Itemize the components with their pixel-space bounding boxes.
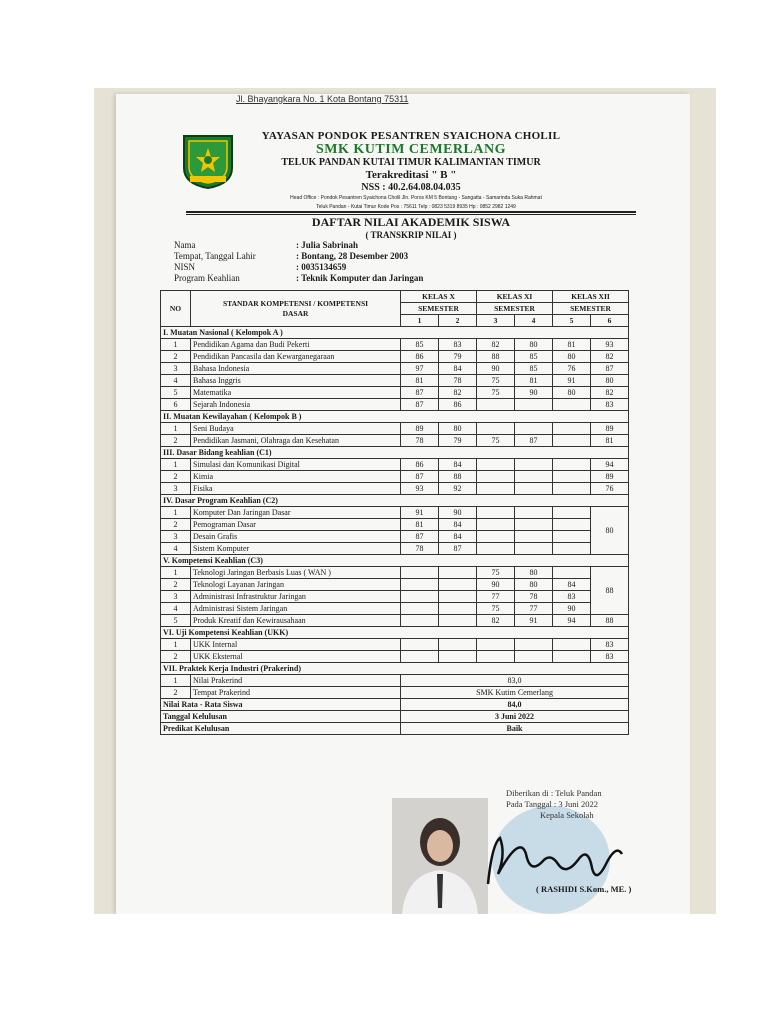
grade-cell: 84 <box>439 363 477 375</box>
header-semester: SEMESTER <box>553 303 629 315</box>
birth-label: Tempat, Tanggal Lahir <box>174 251 256 261</box>
subject-name: Administrasi Infrastruktur Jaringan <box>191 591 401 603</box>
grade-cell <box>553 543 591 555</box>
document-photo <box>94 88 716 914</box>
grade-cell: 77 <box>515 603 553 615</box>
grade-cell: 83 <box>591 399 629 411</box>
footer-label: Nilai Rata - Rata Siswa <box>161 699 401 711</box>
row-number: 4 <box>161 603 191 615</box>
grade-cell: 86 <box>439 399 477 411</box>
subject-name: Pendidikan Pancasila dan Kewarganegaraan <box>191 351 401 363</box>
headmaster-name: ( RASHIDI S.Kom., ME. ) <box>536 884 632 894</box>
grade-cell <box>477 651 515 663</box>
grade-cell: 80 <box>515 339 553 351</box>
grade-cell: 93 <box>401 483 439 495</box>
table-row <box>161 687 629 699</box>
table-row <box>161 363 629 375</box>
grade-cell: 81 <box>591 435 629 447</box>
document-subtitle: ( TRANSKRIP NILAI ) <box>365 230 457 240</box>
signature-block <box>506 788 602 821</box>
row-number: 5 <box>161 615 191 627</box>
grade-cell: 80 <box>515 567 553 579</box>
grade-cell: 89 <box>591 471 629 483</box>
grade-cell: 91 <box>401 507 439 519</box>
row-number: 2 <box>161 435 191 447</box>
subject-name: Tempat Prakerind <box>191 687 401 699</box>
grades-table <box>160 290 629 735</box>
row-number: 2 <box>161 519 191 531</box>
grade-cell: 78 <box>515 591 553 603</box>
table-row <box>161 591 629 603</box>
subject-name: Desain Grafis <box>191 531 401 543</box>
row-number: 2 <box>161 471 191 483</box>
document-title: DAFTAR NILAI AKADEMIK SISWA <box>311 215 511 229</box>
table-row <box>161 435 629 447</box>
header-semester: SEMESTER <box>401 303 477 315</box>
grade-cell: 90 <box>439 507 477 519</box>
grade-cell: 77 <box>477 591 515 603</box>
table-row <box>161 387 629 399</box>
grade-cell: 86 <box>401 351 439 363</box>
student-nisn: : 0035134659 <box>296 262 347 272</box>
grade-cell: 85 <box>401 339 439 351</box>
grade-cell: 90 <box>477 363 515 375</box>
grade-cell: 86 <box>401 459 439 471</box>
table-row <box>161 651 629 663</box>
grade-cell: 92 <box>439 483 477 495</box>
grade-cell: 82 <box>477 339 515 351</box>
grade-cell <box>553 423 591 435</box>
grade-cell: 83 <box>439 339 477 351</box>
given-label: Diberikan di <box>506 788 549 798</box>
student-program: : Teknik Komputer dan Jaringan <box>296 273 424 283</box>
section-title: IV. Dasar Program Keahlian (C2) <box>161 495 629 507</box>
header-kelas-xii: KELAS XII <box>553 291 629 303</box>
section-title: VI. Uji Kompetensi Keahlian (UKK) <box>161 627 629 639</box>
grade-cell <box>477 399 515 411</box>
row-number: 1 <box>161 423 191 435</box>
row-number: 1 <box>161 639 191 651</box>
grade-cell <box>439 639 477 651</box>
grade-cell <box>439 651 477 663</box>
header-kelas-x: KELAS X <box>401 291 477 303</box>
grade-cell: 79 <box>439 435 477 447</box>
row-number: 1 <box>161 339 191 351</box>
merged-grade-cell: 80 <box>591 507 629 555</box>
predicate-row <box>161 723 629 735</box>
student-photo <box>392 798 488 914</box>
semester-number: 6 <box>591 315 629 327</box>
grade-cell: 93 <box>591 339 629 351</box>
grade-cell: 80 <box>553 351 591 363</box>
grade-cell: 82 <box>439 387 477 399</box>
grade-cell: 88 <box>439 471 477 483</box>
office-address: Head Office : Pondok Pesantren Syaichona Cholil Jln. Poros KM 5 Bontang - Sangatta - Samarinda Suka Rahmat <box>290 195 542 201</box>
row-number: 6 <box>161 399 191 411</box>
grade-cell: 87 <box>401 471 439 483</box>
grade-cell <box>553 519 591 531</box>
table-row <box>161 471 629 483</box>
grade-cell: 80 <box>591 375 629 387</box>
row-number: 2 <box>161 579 191 591</box>
grade-cell <box>401 567 439 579</box>
given-place: : Teluk Pandan <box>550 788 602 798</box>
section-title: V. Kompetensi Keahlian (C3) <box>161 555 629 567</box>
subject-name: Sejarah Indonesia <box>191 399 401 411</box>
grade-cell <box>515 639 553 651</box>
table-row <box>161 483 629 495</box>
grade-cell <box>439 579 477 591</box>
graduation-date-row <box>161 711 629 723</box>
subject-name: Produk Kreatif dan Kewirausahaan <box>191 615 401 627</box>
grade-cell: 89 <box>591 423 629 435</box>
section-title: I. Muatan Nasional ( Kelompok A ) <box>161 327 629 339</box>
table-row <box>161 567 629 579</box>
nisn-label: NISN <box>174 262 196 272</box>
grade-cell <box>439 615 477 627</box>
student-birth: : Bontang, 28 Desember 2003 <box>296 251 409 261</box>
grade-cell: 81 <box>401 375 439 387</box>
grade-cell <box>477 483 515 495</box>
grade-cell <box>439 603 477 615</box>
grade-cell <box>401 639 439 651</box>
grade-cell: 87 <box>591 363 629 375</box>
subject-name: Pendidikan Agama dan Budi Pekerti <box>191 339 401 351</box>
foundation-name: YAYASAN PONDOK PESANTREN SYAICHONA CHOLIL <box>261 130 561 142</box>
table-row <box>161 543 629 555</box>
grade-cell: 90 <box>477 579 515 591</box>
grade-cell: 82 <box>591 351 629 363</box>
row-number: 3 <box>161 483 191 495</box>
grade-cell <box>401 591 439 603</box>
nss: NSS : 40.2.64.08.04.035 <box>361 182 461 193</box>
grade-cell: 85 <box>515 351 553 363</box>
school-location: TELUK PANDAN KUTAI TIMUR KALIMANTAN TIMUR <box>281 157 541 168</box>
grade-cell: 94 <box>591 459 629 471</box>
date-label: Pada Tanggal <box>506 799 552 809</box>
grade-cell: 87 <box>401 399 439 411</box>
transcript-sheet <box>116 94 690 914</box>
table-row <box>161 519 629 531</box>
grade-cell: 83 <box>591 639 629 651</box>
grade-cell <box>477 531 515 543</box>
subject-name: Bahasa Inggris <box>191 375 401 387</box>
row-number: 2 <box>161 651 191 663</box>
grade-cell <box>553 435 591 447</box>
footer-value: Baik <box>401 723 629 735</box>
average-row <box>161 699 629 711</box>
grade-cell: 84 <box>439 531 477 543</box>
prakerind-score: 83,0 <box>401 675 629 687</box>
subject-name: Sistem Komputer <box>191 543 401 555</box>
grade-cell: 82 <box>591 387 629 399</box>
subject-name: Bahasa Indonesia <box>191 363 401 375</box>
row-number: 4 <box>161 543 191 555</box>
grade-cell <box>515 483 553 495</box>
section-title: II. Muatan Kewilayahan ( Kelompok B ) <box>161 411 629 423</box>
grade-cell: 78 <box>401 435 439 447</box>
header-kelas-xi: KELAS XI <box>477 291 553 303</box>
subject-name: Pemograman Dasar <box>191 519 401 531</box>
grade-cell <box>477 543 515 555</box>
row-number: 1 <box>161 507 191 519</box>
section-row <box>161 627 629 639</box>
grade-cell <box>553 459 591 471</box>
top-address: Jl. Bhayangkara No. 1 Kota Bontang 75311 <box>236 94 409 104</box>
grade-cell: 79 <box>439 351 477 363</box>
grade-cell <box>515 543 553 555</box>
grade-cell <box>515 507 553 519</box>
grade-cell <box>515 651 553 663</box>
grade-cell: 80 <box>439 423 477 435</box>
grade-cell: 76 <box>553 363 591 375</box>
grade-cell <box>515 459 553 471</box>
prakerind-place: SMK Kutim Cemerlang <box>401 687 629 699</box>
grade-cell <box>439 591 477 603</box>
section-title: VII. Praktek Kerja Industri (Prakerind) <box>161 663 629 675</box>
subject-name: UKK Eksternal <box>191 651 401 663</box>
table-row <box>161 603 629 615</box>
subject-name: Teknologi Layanan Jaringan <box>191 579 401 591</box>
grade-cell: 87 <box>401 387 439 399</box>
grade-cell: 78 <box>401 543 439 555</box>
row-number: 2 <box>161 687 191 699</box>
subject-name: Fisika <box>191 483 401 495</box>
table-row <box>161 423 629 435</box>
grade-cell: 90 <box>515 387 553 399</box>
row-number: 1 <box>161 567 191 579</box>
subject-name: Pendidikan Jasmani, Olahraga dan Kesehatan <box>191 435 401 447</box>
row-number: 2 <box>161 351 191 363</box>
semester-number: 5 <box>553 315 591 327</box>
grade-cell: 80 <box>553 387 591 399</box>
grade-cell: 80 <box>515 579 553 591</box>
grade-cell <box>553 531 591 543</box>
grade-cell <box>477 507 515 519</box>
grade-cell <box>515 519 553 531</box>
grade-cell: 75 <box>477 567 515 579</box>
grade-cell <box>477 423 515 435</box>
header-standard: STANDAR KOMPETENSI / KOMPETENSI DASAR <box>191 291 401 327</box>
subject-name: Kimia <box>191 471 401 483</box>
grade-cell: 90 <box>553 603 591 615</box>
grade-cell: 85 <box>515 363 553 375</box>
grade-cell <box>553 471 591 483</box>
headmaster-position: Kepala Sekolah <box>540 810 594 820</box>
program-label: Program Keahlian <box>174 273 240 283</box>
grade-cell: 88 <box>591 615 629 627</box>
grade-cell: 75 <box>477 387 515 399</box>
row-number: 1 <box>161 459 191 471</box>
section-title: III. Dasar Bidang keahlian (C1) <box>161 447 629 459</box>
student-name: : Julia Sabrinah <box>296 240 359 250</box>
semester-number: 1 <box>401 315 439 327</box>
grade-cell: 78 <box>439 375 477 387</box>
table-row <box>161 675 629 687</box>
grade-cell: 91 <box>553 375 591 387</box>
grade-cell: 75 <box>477 435 515 447</box>
grade-cell: 87 <box>401 531 439 543</box>
grade-cell <box>515 399 553 411</box>
subject-name: Administrasi Sistem Jaringan <box>191 603 401 615</box>
table-row <box>161 375 629 387</box>
grade-cell: 94 <box>553 615 591 627</box>
row-number: 1 <box>161 675 191 687</box>
subject-name: Nilai Prakerind <box>191 675 401 687</box>
grade-cell <box>553 399 591 411</box>
grade-cell: 76 <box>591 483 629 495</box>
section-row <box>161 555 629 567</box>
footer-value: 84,0 <box>401 699 629 711</box>
table-row <box>161 507 629 519</box>
row-number: 3 <box>161 363 191 375</box>
grade-cell: 91 <box>515 615 553 627</box>
row-number: 3 <box>161 531 191 543</box>
semester-number: 4 <box>515 315 553 327</box>
table-row <box>161 639 629 651</box>
table-row <box>161 399 629 411</box>
grade-cell <box>401 603 439 615</box>
grade-cell: 97 <box>401 363 439 375</box>
grade-cell: 89 <box>401 423 439 435</box>
row-number: 5 <box>161 387 191 399</box>
given-date: : 3 Juni 2022 <box>553 799 599 809</box>
grade-cell: 83 <box>591 651 629 663</box>
grade-cell: 84 <box>439 459 477 471</box>
grade-cell <box>553 483 591 495</box>
grade-cell <box>477 639 515 651</box>
grade-cell: 75 <box>477 375 515 387</box>
name-label: Nama <box>174 240 196 250</box>
section-row <box>161 411 629 423</box>
grade-cell <box>477 471 515 483</box>
subject-name: Komputer Dan Jaringan Dasar <box>191 507 401 519</box>
grade-cell <box>401 651 439 663</box>
row-number: 3 <box>161 591 191 603</box>
grade-cell: 88 <box>477 351 515 363</box>
student-identity <box>174 240 423 284</box>
school-logo-icon <box>180 132 236 190</box>
row-number: 4 <box>161 375 191 387</box>
school-name: SMK KUTIM CEMERLANG <box>316 142 506 157</box>
grade-cell: 82 <box>477 615 515 627</box>
grade-cell: 87 <box>515 435 553 447</box>
merged-grade-cell: 88 <box>591 567 629 615</box>
grade-cell <box>401 579 439 591</box>
footer-label: Predikat Kelulusan <box>161 723 401 735</box>
office-contact: Teluk Pandan - Kutai Timur Kode Pos : 75611 Telp : 0823 5319 8935 Hp : 0852 2982 1249 <box>316 204 516 210</box>
header-no: NO <box>161 291 191 327</box>
table-row <box>161 459 629 471</box>
footer-label: Tanggal Kelulusan <box>161 711 401 723</box>
grade-cell: 87 <box>439 543 477 555</box>
section-row <box>161 495 629 507</box>
grade-cell <box>553 651 591 663</box>
table-row <box>161 579 629 591</box>
grade-cell <box>553 507 591 519</box>
grade-cell: 84 <box>439 519 477 531</box>
grade-cell <box>553 639 591 651</box>
grade-cell <box>515 423 553 435</box>
grade-cell <box>401 615 439 627</box>
grade-cell: 75 <box>477 603 515 615</box>
semester-number: 3 <box>477 315 515 327</box>
grade-cell <box>515 531 553 543</box>
grade-cell: 83 <box>553 591 591 603</box>
grade-cell: 84 <box>553 579 591 591</box>
grade-cell <box>515 471 553 483</box>
semester-number: 2 <box>439 315 477 327</box>
section-row <box>161 447 629 459</box>
subject-name: Seni Budaya <box>191 423 401 435</box>
table-row <box>161 615 629 627</box>
grade-cell <box>553 567 591 579</box>
grade-cell: 81 <box>401 519 439 531</box>
grade-cell: 81 <box>515 375 553 387</box>
grade-cell: 81 <box>553 339 591 351</box>
section-row <box>161 327 629 339</box>
footer-value: 3 Juni 2022 <box>401 711 629 723</box>
table-row <box>161 351 629 363</box>
section-row <box>161 663 629 675</box>
subject-name: Simulasi dan Komunikasi Digital <box>191 459 401 471</box>
accreditation: Terakreditasi " B " <box>365 169 457 181</box>
grade-cell <box>477 459 515 471</box>
subject-name: Teknologi Jaringan Berbasis Luas ( WAN ) <box>191 567 401 579</box>
header-semester: SEMESTER <box>477 303 553 315</box>
grade-cell <box>439 567 477 579</box>
grade-cell <box>477 519 515 531</box>
table-row <box>161 531 629 543</box>
subject-name: UKK Internal <box>191 639 401 651</box>
subject-name: Matematika <box>191 387 401 399</box>
table-row <box>161 339 629 351</box>
